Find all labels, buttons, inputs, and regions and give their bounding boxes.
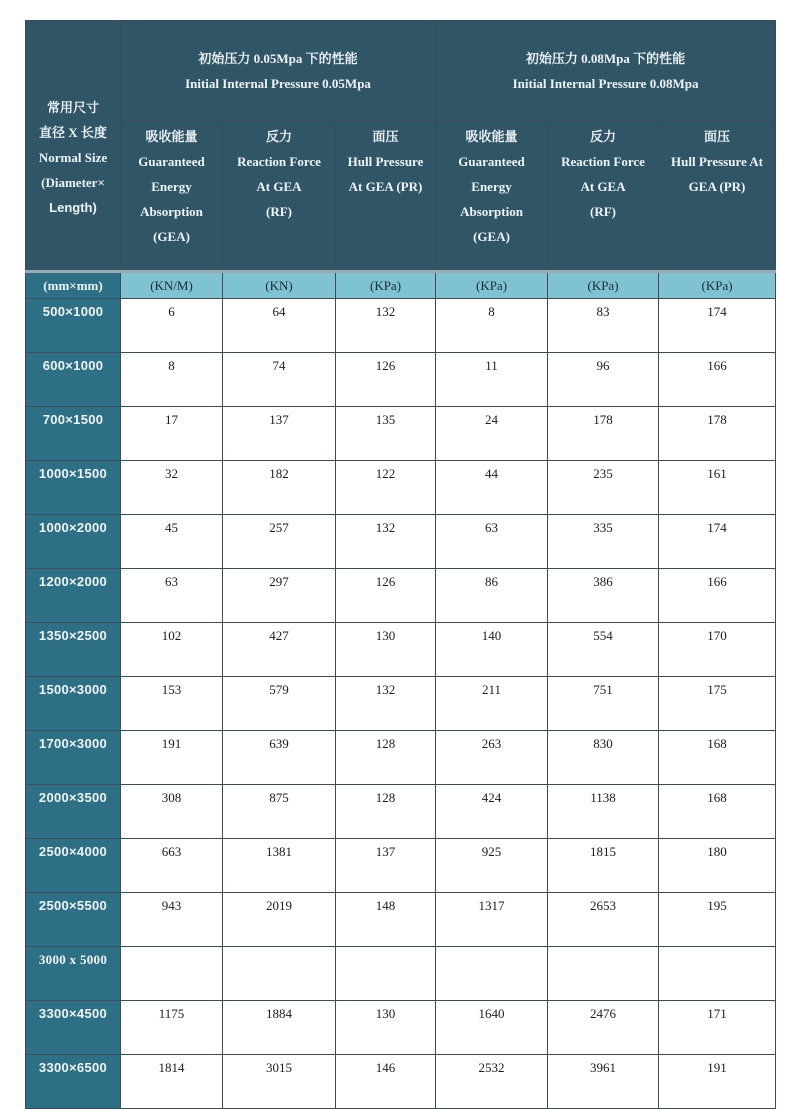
size-cell: 2500×5500 xyxy=(26,893,121,947)
size-header-zh-2: 直径 X 长度 xyxy=(39,125,107,140)
value-cell: 830 xyxy=(548,731,659,785)
table-row xyxy=(26,569,776,623)
value-cell: 579 xyxy=(223,677,336,731)
value-cell: 126 xyxy=(336,569,436,623)
table-row xyxy=(26,515,776,569)
size-header-en-3: Length) xyxy=(49,200,97,215)
value-cell: 168 xyxy=(659,785,776,839)
value-cell: 128 xyxy=(336,785,436,839)
unit-cell: (KN/M) xyxy=(121,272,223,299)
value-cell: 140 xyxy=(436,623,548,677)
size-cell: 3300×6500 xyxy=(26,1055,121,1109)
value-cell: 639 xyxy=(223,731,336,785)
value-cell xyxy=(548,947,659,1001)
column-header-rf-005 xyxy=(223,122,336,272)
value-cell: 45 xyxy=(121,515,223,569)
table-row xyxy=(26,785,776,839)
size-cell: 3000 x 5000 xyxy=(26,947,121,1001)
value-cell xyxy=(659,947,776,1001)
column-header-en: Energy xyxy=(471,179,512,194)
group-title-en: Initial Internal Pressure 0.05Mpa xyxy=(185,76,371,91)
value-cell: 130 xyxy=(336,623,436,677)
value-cell: 132 xyxy=(336,299,436,353)
value-cell: 63 xyxy=(121,569,223,623)
value-cell: 135 xyxy=(336,407,436,461)
column-header-en: (GEA) xyxy=(473,229,510,244)
table-row xyxy=(26,299,776,353)
size-cell: 3300×4500 xyxy=(26,1001,121,1055)
value-cell: 32 xyxy=(121,461,223,515)
column-header-en: At GEA (PR) xyxy=(348,179,423,194)
group-title-zh: 初始压力 0.08Mpa 下的性能 xyxy=(525,51,686,66)
value-cell: 83 xyxy=(548,299,659,353)
size-cell: 1200×2000 xyxy=(26,569,121,623)
unit-cell: (KPa) xyxy=(336,272,436,299)
value-cell: 11 xyxy=(436,353,548,407)
size-cell: 2500×4000 xyxy=(26,839,121,893)
size-column-header xyxy=(26,21,121,272)
value-cell: 64 xyxy=(223,299,336,353)
size-header-zh-1: 常用尺寸 xyxy=(46,100,99,115)
column-header-en: (RF) xyxy=(266,204,292,219)
value-cell: 17 xyxy=(121,407,223,461)
value-cell: 122 xyxy=(336,461,436,515)
value-cell: 191 xyxy=(659,1055,776,1109)
column-header-zh: 吸收能量 xyxy=(465,129,518,144)
value-cell xyxy=(436,947,548,1001)
value-cell: 191 xyxy=(121,731,223,785)
table-row xyxy=(26,1055,776,1109)
units-row xyxy=(26,272,776,299)
table-body xyxy=(26,299,776,1109)
size-cell: 1000×1500 xyxy=(26,461,121,515)
value-cell: 166 xyxy=(659,569,776,623)
column-header-pr-008 xyxy=(659,122,776,272)
value-cell: 2476 xyxy=(548,1001,659,1055)
value-cell: 308 xyxy=(121,785,223,839)
column-header-en: GEA (PR) xyxy=(688,179,746,194)
value-cell xyxy=(121,947,223,1001)
value-cell: 130 xyxy=(336,1001,436,1055)
size-cell: 1500×3000 xyxy=(26,677,121,731)
value-cell: 2653 xyxy=(548,893,659,947)
column-header-gea-008 xyxy=(436,122,548,272)
column-header-en: (RF) xyxy=(590,204,617,219)
value-cell: 132 xyxy=(336,677,436,731)
value-cell: 1138 xyxy=(548,785,659,839)
value-cell: 126 xyxy=(336,353,436,407)
value-cell: 137 xyxy=(223,407,336,461)
value-cell: 1381 xyxy=(223,839,336,893)
value-cell: 925 xyxy=(436,839,548,893)
column-header-gea-005 xyxy=(121,122,223,272)
column-header-pr-005 xyxy=(336,122,436,272)
value-cell: 178 xyxy=(659,407,776,461)
table-row xyxy=(26,1001,776,1055)
value-cell: 235 xyxy=(548,461,659,515)
value-cell: 1884 xyxy=(223,1001,336,1055)
size-cell: 2000×3500 xyxy=(26,785,121,839)
column-header-en: Reaction Force xyxy=(561,154,645,169)
value-cell xyxy=(223,947,336,1001)
column-header-zh: 面压 xyxy=(372,129,399,144)
value-cell: 148 xyxy=(336,893,436,947)
size-header-en-2: (Diameter× xyxy=(41,175,105,190)
value-cell: 427 xyxy=(223,623,336,677)
group-header-0-08mpa xyxy=(436,21,776,122)
value-cell xyxy=(336,947,436,1001)
value-cell: 211 xyxy=(436,677,548,731)
column-header-zh: 吸收能量 xyxy=(145,129,198,144)
table-row xyxy=(26,407,776,461)
size-cell: 1700×3000 xyxy=(26,731,121,785)
value-cell: 146 xyxy=(336,1055,436,1109)
value-cell: 424 xyxy=(436,785,548,839)
value-cell: 943 xyxy=(121,893,223,947)
value-cell: 2532 xyxy=(436,1055,548,1109)
value-cell: 170 xyxy=(659,623,776,677)
size-header-en-1: Normal Size xyxy=(38,150,108,165)
unit-cell: (mm×mm) xyxy=(26,272,121,299)
value-cell: 1317 xyxy=(436,893,548,947)
value-cell: 195 xyxy=(659,893,776,947)
column-header-en: Hull Pressure xyxy=(347,154,424,169)
value-cell: 751 xyxy=(548,677,659,731)
value-cell: 1815 xyxy=(548,839,659,893)
column-header-en: Energy xyxy=(151,179,192,194)
table-row xyxy=(26,947,776,1001)
performance-table xyxy=(25,20,776,1109)
value-cell: 1640 xyxy=(436,1001,548,1055)
value-cell: 178 xyxy=(548,407,659,461)
table-row xyxy=(26,461,776,515)
size-cell: 1000×2000 xyxy=(26,515,121,569)
value-cell: 8 xyxy=(121,353,223,407)
value-cell: 174 xyxy=(659,299,776,353)
value-cell: 182 xyxy=(223,461,336,515)
value-cell: 297 xyxy=(223,569,336,623)
value-cell: 63 xyxy=(436,515,548,569)
group-title-zh: 初始压力 0.05Mpa 下的性能 xyxy=(198,51,358,66)
value-cell: 128 xyxy=(336,731,436,785)
value-cell: 96 xyxy=(548,353,659,407)
value-cell: 257 xyxy=(223,515,336,569)
size-cell: 700×1500 xyxy=(26,407,121,461)
column-header-en: Reaction Force xyxy=(237,154,321,169)
table-row xyxy=(26,731,776,785)
column-header-en: At GEA xyxy=(256,179,302,194)
value-cell: 1814 xyxy=(121,1055,223,1109)
column-header-en: Guaranteed xyxy=(138,154,205,169)
value-cell: 168 xyxy=(659,731,776,785)
unit-cell: (KPa) xyxy=(436,272,548,299)
unit-cell: (KPa) xyxy=(548,272,659,299)
unit-cell: (KPa) xyxy=(659,272,776,299)
value-cell: 386 xyxy=(548,569,659,623)
table-row xyxy=(26,677,776,731)
column-header-zh: 反力 xyxy=(590,129,617,144)
value-cell: 875 xyxy=(223,785,336,839)
value-cell: 175 xyxy=(659,677,776,731)
column-header-en: (GEA) xyxy=(153,229,190,244)
value-cell: 161 xyxy=(659,461,776,515)
value-cell: 554 xyxy=(548,623,659,677)
value-cell: 6 xyxy=(121,299,223,353)
table-row xyxy=(26,623,776,677)
unit-cell: (KN) xyxy=(223,272,336,299)
size-cell: 1350×2500 xyxy=(26,623,121,677)
value-cell: 174 xyxy=(659,515,776,569)
table-row xyxy=(26,893,776,947)
value-cell: 137 xyxy=(336,839,436,893)
group-title-en: Initial Internal Pressure 0.08Mpa xyxy=(512,76,699,91)
value-cell: 86 xyxy=(436,569,548,623)
value-cell: 44 xyxy=(436,461,548,515)
group-header-0-05mpa xyxy=(121,21,436,122)
value-cell: 8 xyxy=(436,299,548,353)
column-header-zh: 反力 xyxy=(265,129,292,144)
value-cell: 180 xyxy=(659,839,776,893)
value-cell: 3961 xyxy=(548,1055,659,1109)
value-cell: 74 xyxy=(223,353,336,407)
column-header-en: Absorption xyxy=(460,204,523,219)
value-cell: 335 xyxy=(548,515,659,569)
value-cell: 2019 xyxy=(223,893,336,947)
column-header-rf-008 xyxy=(548,122,659,272)
column-header-en: Guaranteed xyxy=(458,154,525,169)
value-cell: 171 xyxy=(659,1001,776,1055)
value-cell: 263 xyxy=(436,731,548,785)
value-cell: 1175 xyxy=(121,1001,223,1055)
table-row xyxy=(26,839,776,893)
size-cell: 500×1000 xyxy=(26,299,121,353)
value-cell: 102 xyxy=(121,623,223,677)
column-header-en: Absorption xyxy=(140,204,203,219)
value-cell: 166 xyxy=(659,353,776,407)
column-header-en: Hull Pressure At xyxy=(671,154,763,169)
column-header-zh: 面压 xyxy=(704,129,731,144)
value-cell: 153 xyxy=(121,677,223,731)
value-cell: 24 xyxy=(436,407,548,461)
table-row xyxy=(26,353,776,407)
column-header-en: At GEA xyxy=(580,179,626,194)
value-cell: 132 xyxy=(336,515,436,569)
subheader-row xyxy=(26,122,776,272)
size-cell: 600×1000 xyxy=(26,353,121,407)
value-cell: 3015 xyxy=(223,1055,336,1109)
value-cell: 663 xyxy=(121,839,223,893)
